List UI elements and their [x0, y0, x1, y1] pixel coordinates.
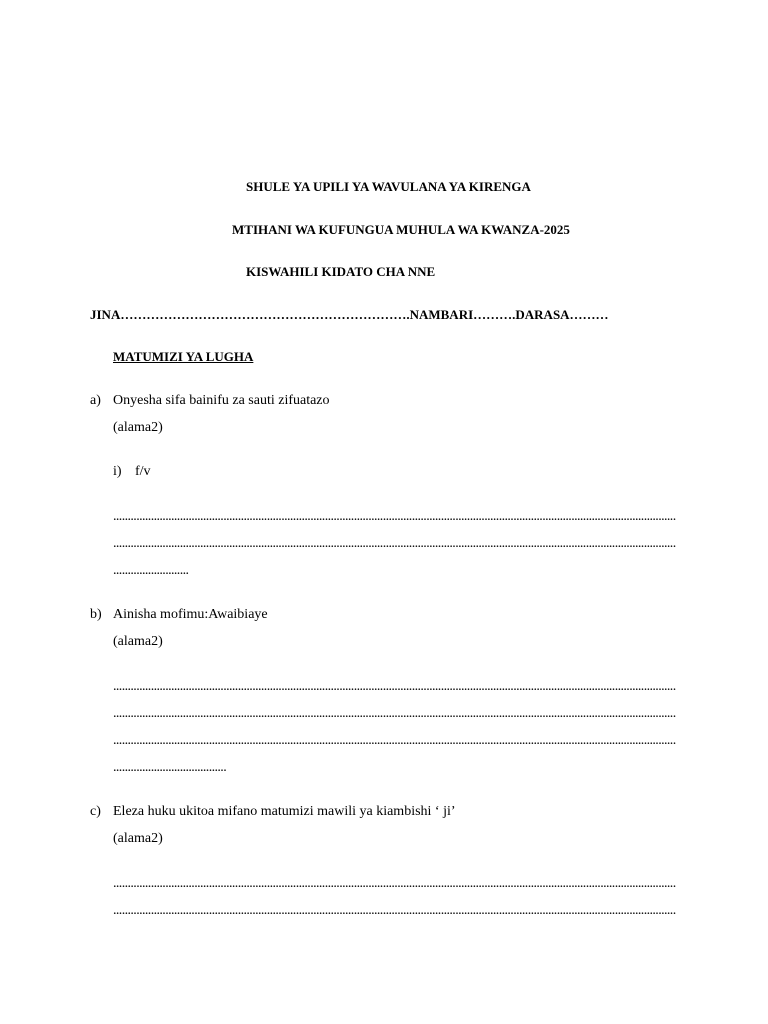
answer-line-c-2[interactable]: .................................................................................................................................................................................................. [113, 903, 676, 918]
answer-line-c-1[interactable]: .................................................................................................................................................................................................. [113, 876, 676, 891]
exam-title: MTIHANI WA KUFUNGUA MUHULA WA KWANZA-2025 [232, 222, 570, 237]
section-title: MATUMIZI YA LUGHA [113, 349, 254, 364]
answer-line-b-1[interactable]: .................................................................................................................................................................................................. [113, 679, 676, 694]
answer-line-b-2[interactable]: .................................................................................................................................................................................................. [113, 706, 676, 721]
subject-title: KISWAHILI KIDATO CHA NNE [246, 264, 436, 279]
question-a-marks: (alama2) [113, 420, 163, 435]
school-name: SHULE YA UPILI YA WAVULANA YA KIRENGA [246, 179, 531, 194]
question-c-label: c) [90, 804, 101, 819]
answer-line-b-3[interactable]: .................................................................................................................................................................................................. [113, 733, 676, 748]
question-b-text: Ainisha mofimu:Awaibiaye [113, 607, 268, 622]
question-b-label: b) [90, 607, 102, 622]
question-b-marks: (alama2) [113, 634, 163, 649]
question-c-text: Eleza huku ukitoa mifano matumizi mawili ya kiambishi ‘ ji’ [113, 804, 456, 819]
answer-line-a-1[interactable]: .................................................................................................................................................................................................. [113, 509, 676, 524]
question-a-sub-text: f/v [135, 464, 151, 479]
answer-line-b-4[interactable]: ....................................... [113, 760, 227, 775]
question-a-sub-label: i) [113, 464, 122, 479]
answer-line-a-3[interactable]: .......................... [113, 563, 189, 578]
question-a-text: Onyesha sifa bainifu za sauti zifuatazo [113, 393, 330, 408]
question-c-marks: (alama2) [113, 831, 163, 846]
student-details-line: JINA………………………………………………………….NAMBARI……….DARASA……… [90, 307, 609, 322]
question-a-label: a) [90, 393, 101, 408]
answer-line-a-2[interactable]: .................................................................................................................................................................................................. [113, 536, 676, 551]
